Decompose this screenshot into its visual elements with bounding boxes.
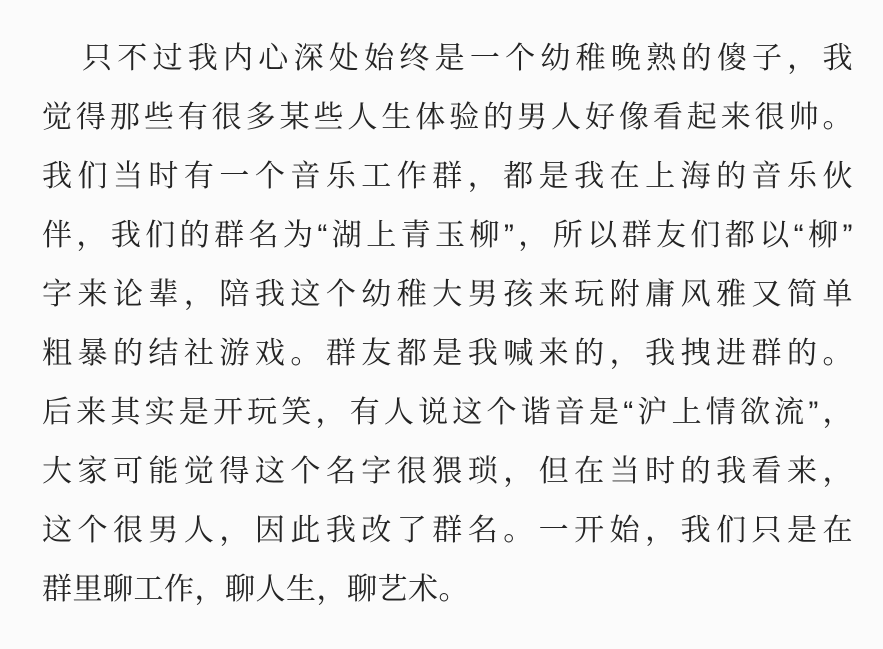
paragraph-line: 这个很男人，因此我改了群名。一开始，我们只是在: [42, 514, 853, 547]
paragraph-line: 粗暴的结社游戏。群友都是我喊来的，我拽进群的。: [42, 337, 853, 370]
paragraph: [42, 29, 853, 619]
paragraph-line: 群里聊工作，聊人生，聊艺术。: [42, 573, 469, 606]
paragraph-line: 我们当时有一个音乐工作群，都是我在上海的音乐伙: [42, 160, 853, 193]
paragraph-line: 大家可能觉得这个名字很猥琐，但在当时的我看来，: [42, 455, 853, 488]
paragraph-line: 后来其实是开玩笑，有人说这个谐音是“沪上情欲流”，: [42, 396, 853, 429]
paragraph-line: 觉得那些有很多某些人生体验的男人好像看起来很帅。: [42, 101, 853, 134]
paragraph-line: 伴，我们的群名为“湖上青玉柳”，所以群友们都以“柳”: [42, 219, 853, 252]
paragraph-line: 字来论辈，陪我这个幼稚大男孩来玩附庸风雅又简单: [42, 278, 853, 311]
paragraph-line: 只不过我内心深处始终是一个幼稚晚熟的傻子，我: [82, 42, 853, 75]
